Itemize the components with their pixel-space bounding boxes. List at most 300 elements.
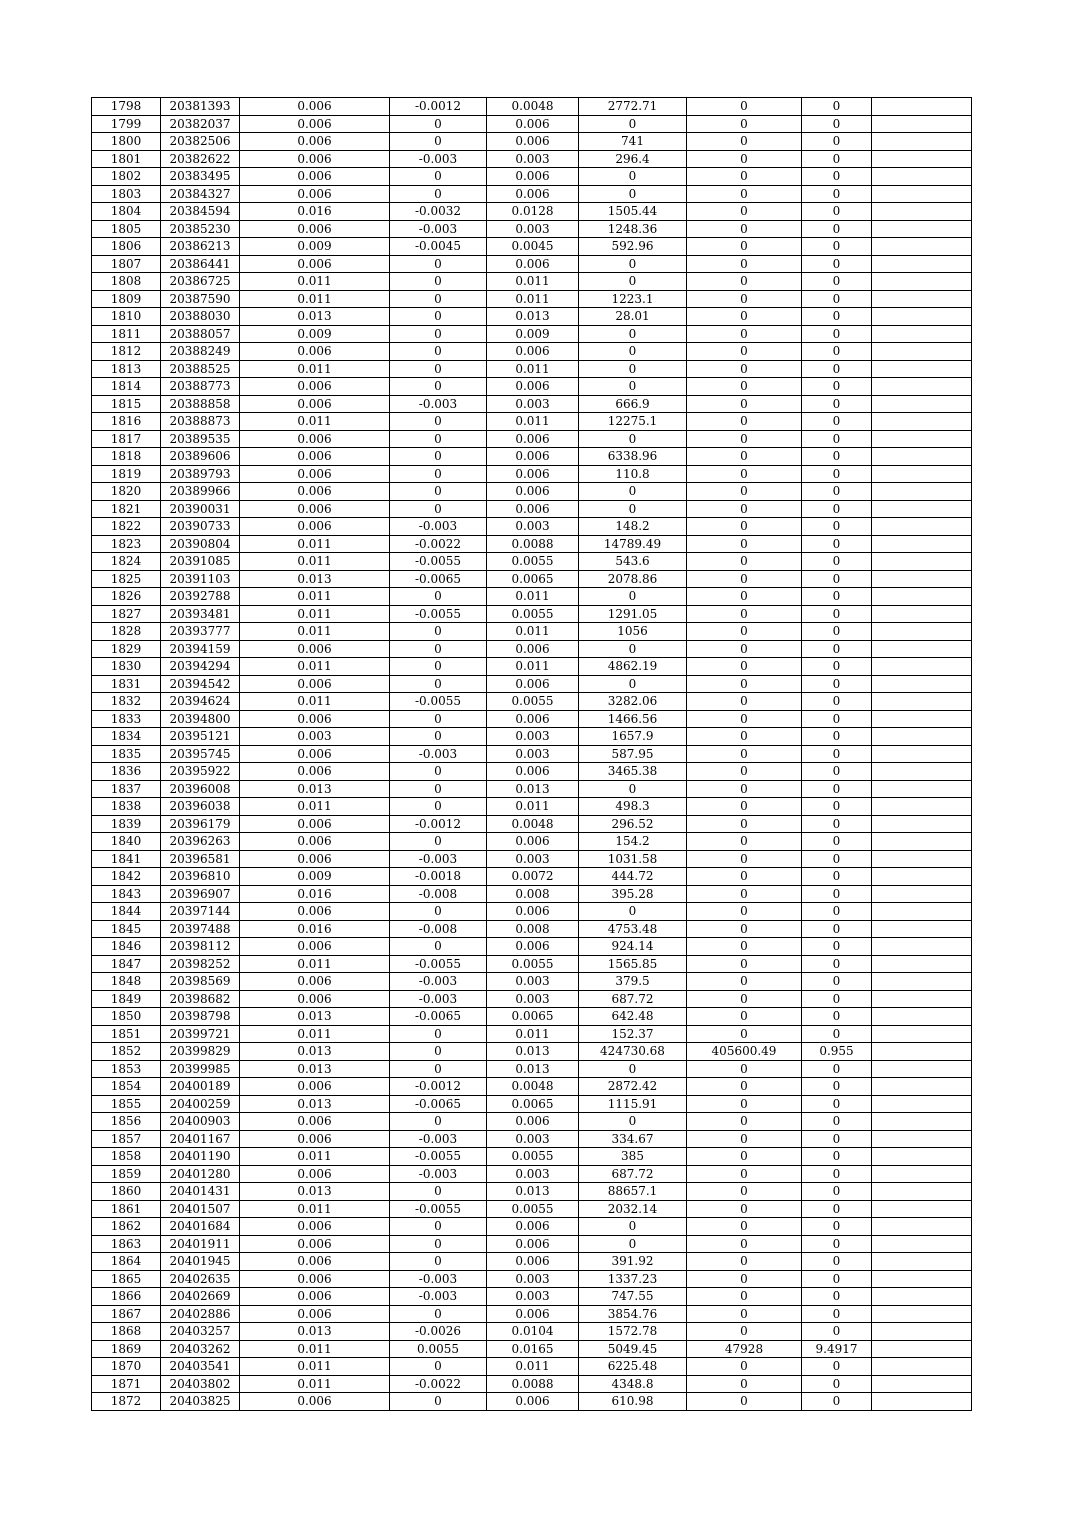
table-cell: 0 bbox=[579, 273, 687, 291]
table-row bbox=[92, 623, 972, 641]
table-cell: 0 bbox=[802, 570, 872, 588]
table-cell: 20390733 bbox=[161, 518, 240, 536]
table-cell: 0 bbox=[687, 238, 802, 256]
table-row bbox=[92, 588, 972, 606]
table-cell bbox=[872, 535, 972, 553]
table-cell: 0 bbox=[687, 1008, 802, 1026]
table-cell bbox=[872, 290, 972, 308]
table-cell: 0 bbox=[802, 955, 872, 973]
table-cell bbox=[872, 920, 972, 938]
table-cell: 20398252 bbox=[161, 955, 240, 973]
table-cell: 0.006 bbox=[240, 938, 390, 956]
table-row bbox=[92, 1305, 972, 1323]
table-cell: 0.011 bbox=[487, 290, 579, 308]
table-cell: 0 bbox=[687, 535, 802, 553]
table-cell bbox=[872, 1270, 972, 1288]
table-cell: 0.011 bbox=[240, 1200, 390, 1218]
table-cell: 0.006 bbox=[240, 1130, 390, 1148]
table-cell: 0 bbox=[802, 623, 872, 641]
table-cell: 0.011 bbox=[487, 413, 579, 431]
table-cell: 0 bbox=[802, 238, 872, 256]
table-row bbox=[92, 1200, 972, 1218]
table-cell: 0 bbox=[687, 1078, 802, 1096]
table-cell: 0.0055 bbox=[487, 553, 579, 571]
table-cell: 1866 bbox=[92, 1288, 161, 1306]
table-cell: 0 bbox=[802, 273, 872, 291]
table-cell: 0 bbox=[687, 203, 802, 221]
table-cell: -0.0055 bbox=[390, 955, 487, 973]
table-cell: 0.006 bbox=[487, 185, 579, 203]
table-cell: 1815 bbox=[92, 395, 161, 413]
table-cell: 0 bbox=[390, 728, 487, 746]
table-cell bbox=[872, 850, 972, 868]
table-cell: 587.95 bbox=[579, 745, 687, 763]
table-cell: 0 bbox=[802, 588, 872, 606]
table-row bbox=[92, 850, 972, 868]
table-cell: -0.003 bbox=[390, 150, 487, 168]
table-cell bbox=[872, 588, 972, 606]
table-cell: 20397488 bbox=[161, 920, 240, 938]
table-cell: 20396907 bbox=[161, 885, 240, 903]
table-row bbox=[92, 1218, 972, 1236]
table-cell: 0 bbox=[687, 640, 802, 658]
table-cell: 0.006 bbox=[487, 430, 579, 448]
table-cell: 0 bbox=[390, 938, 487, 956]
table-cell bbox=[872, 1200, 972, 1218]
table-cell bbox=[872, 150, 972, 168]
table-cell bbox=[872, 745, 972, 763]
table-row bbox=[92, 1113, 972, 1131]
table-cell: 0.0048 bbox=[487, 815, 579, 833]
table-cell: 1565.85 bbox=[579, 955, 687, 973]
table-cell bbox=[872, 1060, 972, 1078]
table-cell: 0 bbox=[687, 553, 802, 571]
table-cell: 1821 bbox=[92, 500, 161, 518]
data-table bbox=[91, 97, 972, 1411]
table-cell: 1860 bbox=[92, 1183, 161, 1201]
table-cell: 1840 bbox=[92, 833, 161, 851]
table-cell: 20401684 bbox=[161, 1218, 240, 1236]
table-row bbox=[92, 1358, 972, 1376]
table-cell: 0.0065 bbox=[487, 1008, 579, 1026]
table-cell: 0 bbox=[390, 413, 487, 431]
table-cell: 0 bbox=[687, 850, 802, 868]
table-cell: 0 bbox=[687, 133, 802, 151]
table-cell: -0.0022 bbox=[390, 535, 487, 553]
table-cell bbox=[872, 395, 972, 413]
table-cell: 0.006 bbox=[240, 710, 390, 728]
table-row bbox=[92, 868, 972, 886]
table-cell bbox=[872, 185, 972, 203]
table-cell: 0.006 bbox=[240, 1288, 390, 1306]
table-cell: 1818 bbox=[92, 448, 161, 466]
table-cell: 20388873 bbox=[161, 413, 240, 431]
table-cell: 1862 bbox=[92, 1218, 161, 1236]
table-cell: 0 bbox=[687, 1095, 802, 1113]
table-cell: 0.009 bbox=[487, 325, 579, 343]
table-row bbox=[92, 1288, 972, 1306]
table-cell: 0 bbox=[390, 273, 487, 291]
table-cell: 0.006 bbox=[240, 815, 390, 833]
table-cell: 0.0072 bbox=[487, 868, 579, 886]
table-cell: -0.0022 bbox=[390, 1375, 487, 1393]
table-cell: 0 bbox=[579, 903, 687, 921]
table-cell: 0 bbox=[687, 675, 802, 693]
table-cell bbox=[872, 710, 972, 728]
table-cell: 20394294 bbox=[161, 658, 240, 676]
table-cell: 0.006 bbox=[240, 133, 390, 151]
table-cell: 0 bbox=[579, 1060, 687, 1078]
table-cell bbox=[872, 815, 972, 833]
table-cell: 0 bbox=[390, 1253, 487, 1271]
table-row bbox=[92, 325, 972, 343]
table-cell: -0.003 bbox=[390, 1130, 487, 1148]
table-cell: 0 bbox=[390, 780, 487, 798]
table-cell: 0 bbox=[802, 1253, 872, 1271]
table-cell: 154.2 bbox=[579, 833, 687, 851]
table-cell: 0 bbox=[802, 675, 872, 693]
table-cell: 1819 bbox=[92, 465, 161, 483]
table-cell: 0 bbox=[579, 1218, 687, 1236]
table-row bbox=[92, 955, 972, 973]
table-cell: 0 bbox=[687, 745, 802, 763]
table-cell: 0.006 bbox=[240, 640, 390, 658]
table-cell bbox=[872, 168, 972, 186]
table-cell: 0.006 bbox=[240, 1078, 390, 1096]
table-row bbox=[92, 938, 972, 956]
table-cell bbox=[872, 553, 972, 571]
table-cell: 0 bbox=[802, 745, 872, 763]
table-cell: 0.006 bbox=[240, 448, 390, 466]
table-cell: 0 bbox=[802, 168, 872, 186]
table-cell: 0.011 bbox=[240, 1025, 390, 1043]
table-cell: 0.006 bbox=[487, 1305, 579, 1323]
table-cell: 0 bbox=[687, 1218, 802, 1236]
table-cell: -0.0065 bbox=[390, 570, 487, 588]
table-cell: 0.003 bbox=[487, 518, 579, 536]
table-cell: 0 bbox=[802, 150, 872, 168]
table-cell: 0.006 bbox=[240, 98, 390, 116]
table-cell: 0 bbox=[687, 1113, 802, 1131]
table-cell bbox=[872, 973, 972, 991]
table-cell: 0.008 bbox=[487, 920, 579, 938]
table-cell: 0.011 bbox=[240, 1148, 390, 1166]
table-cell: -0.0026 bbox=[390, 1323, 487, 1341]
table-cell: 0 bbox=[802, 518, 872, 536]
table-cell: 0.013 bbox=[240, 1183, 390, 1201]
table-cell: 0.013 bbox=[240, 1323, 390, 1341]
table-cell bbox=[872, 658, 972, 676]
table-cell: 0.006 bbox=[240, 745, 390, 763]
table-cell: 0 bbox=[687, 1060, 802, 1078]
table-cell: 1849 bbox=[92, 990, 161, 1008]
table-cell bbox=[872, 448, 972, 466]
table-cell: 0 bbox=[390, 1393, 487, 1411]
table-cell: 20388858 bbox=[161, 395, 240, 413]
table-row bbox=[92, 1323, 972, 1341]
table-cell: 0.0055 bbox=[487, 1148, 579, 1166]
table-cell: 1847 bbox=[92, 955, 161, 973]
table-row bbox=[92, 1253, 972, 1271]
table-cell: 20389966 bbox=[161, 483, 240, 501]
table-cell bbox=[872, 763, 972, 781]
table-cell bbox=[872, 98, 972, 116]
table-cell: 0 bbox=[390, 255, 487, 273]
table-cell: 0 bbox=[802, 1288, 872, 1306]
table-cell: 0 bbox=[390, 1235, 487, 1253]
table-cell: 0.006 bbox=[240, 1270, 390, 1288]
table-cell bbox=[872, 1113, 972, 1131]
table-cell: 0 bbox=[687, 868, 802, 886]
table-cell: 0 bbox=[687, 938, 802, 956]
table-cell: -0.008 bbox=[390, 920, 487, 938]
table-cell: 0.0055 bbox=[487, 605, 579, 623]
table-cell: 0 bbox=[802, 535, 872, 553]
table-cell: 0 bbox=[390, 833, 487, 851]
table-cell: 20398798 bbox=[161, 1008, 240, 1026]
table-cell: 0.011 bbox=[487, 1358, 579, 1376]
table-cell: 0 bbox=[687, 605, 802, 623]
table-cell: 0.006 bbox=[240, 1235, 390, 1253]
table-cell: 0.006 bbox=[240, 500, 390, 518]
table-cell: 0.006 bbox=[487, 1218, 579, 1236]
table-cell: 0.006 bbox=[240, 220, 390, 238]
table-cell: 1851 bbox=[92, 1025, 161, 1043]
table-cell: 0 bbox=[687, 500, 802, 518]
table-cell: 1031.58 bbox=[579, 850, 687, 868]
table-cell: 1836 bbox=[92, 763, 161, 781]
table-cell: 1837 bbox=[92, 780, 161, 798]
table-cell: 0.011 bbox=[240, 1340, 390, 1358]
table-cell: 0 bbox=[687, 728, 802, 746]
table-cell: 0.013 bbox=[240, 1095, 390, 1113]
table-cell: 1853 bbox=[92, 1060, 161, 1078]
table-cell: 47928 bbox=[687, 1340, 802, 1358]
table-cell: 0.011 bbox=[240, 658, 390, 676]
table-cell: -0.003 bbox=[390, 1270, 487, 1288]
table-cell: 0 bbox=[802, 465, 872, 483]
table-cell: 0.0065 bbox=[487, 570, 579, 588]
table-cell: 0 bbox=[802, 115, 872, 133]
table-cell: 0.011 bbox=[240, 955, 390, 973]
table-cell: 0 bbox=[802, 483, 872, 501]
table-cell: 0 bbox=[802, 1148, 872, 1166]
table-cell: 0.006 bbox=[240, 903, 390, 921]
table-cell: 1864 bbox=[92, 1253, 161, 1271]
table-cell: 20388057 bbox=[161, 325, 240, 343]
table-cell: 0.0055 bbox=[487, 955, 579, 973]
table-cell: 0 bbox=[687, 1305, 802, 1323]
table-cell: 0 bbox=[579, 255, 687, 273]
table-cell: 1852 bbox=[92, 1043, 161, 1061]
table-cell: 0 bbox=[687, 1148, 802, 1166]
table-cell: 0 bbox=[802, 185, 872, 203]
table-cell bbox=[872, 1130, 972, 1148]
table-cell bbox=[872, 623, 972, 641]
table-cell: 1846 bbox=[92, 938, 161, 956]
table-cell: 0.003 bbox=[487, 728, 579, 746]
table-cell: 20394542 bbox=[161, 675, 240, 693]
table-cell: -0.0065 bbox=[390, 1008, 487, 1026]
table-cell: 0.003 bbox=[487, 1165, 579, 1183]
table-cell: 498.3 bbox=[579, 798, 687, 816]
table-cell: 0 bbox=[579, 115, 687, 133]
table-cell: 0.011 bbox=[240, 1358, 390, 1376]
table-row bbox=[92, 1340, 972, 1358]
table-cell: 20401190 bbox=[161, 1148, 240, 1166]
table-row bbox=[92, 1060, 972, 1078]
table-cell: 0.003 bbox=[487, 150, 579, 168]
table-row bbox=[92, 763, 972, 781]
table-cell: 0 bbox=[390, 1060, 487, 1078]
table-cell: 1800 bbox=[92, 133, 161, 151]
table-cell: 687.72 bbox=[579, 1165, 687, 1183]
table-row bbox=[92, 990, 972, 1008]
table-cell: 0.006 bbox=[240, 990, 390, 1008]
table-cell: 0.006 bbox=[240, 1253, 390, 1271]
table-cell bbox=[872, 1340, 972, 1358]
table-cell: 28.01 bbox=[579, 308, 687, 326]
table-cell: 3282.06 bbox=[579, 693, 687, 711]
table-cell: 20401167 bbox=[161, 1130, 240, 1148]
table-cell: 379.5 bbox=[579, 973, 687, 991]
table-cell: 0.006 bbox=[240, 465, 390, 483]
table-cell: 1466.56 bbox=[579, 710, 687, 728]
table-cell: 0.011 bbox=[487, 623, 579, 641]
table-cell: -0.003 bbox=[390, 518, 487, 536]
table-cell: 1848 bbox=[92, 973, 161, 991]
table-row bbox=[92, 220, 972, 238]
table-cell bbox=[872, 833, 972, 851]
table-cell: 0 bbox=[687, 710, 802, 728]
table-cell: 0 bbox=[687, 1358, 802, 1376]
table-cell: 2772.71 bbox=[579, 98, 687, 116]
table-cell: 0.003 bbox=[487, 745, 579, 763]
table-cell: 0 bbox=[802, 1235, 872, 1253]
table-cell: -0.003 bbox=[390, 395, 487, 413]
table-row bbox=[92, 1008, 972, 1026]
table-cell: 20383495 bbox=[161, 168, 240, 186]
table-cell: 0.003 bbox=[487, 990, 579, 1008]
table-row bbox=[92, 168, 972, 186]
table-cell: 20396179 bbox=[161, 815, 240, 833]
table-row bbox=[92, 1043, 972, 1061]
table-cell bbox=[872, 203, 972, 221]
table-cell: 0 bbox=[390, 290, 487, 308]
table-cell: 1801 bbox=[92, 150, 161, 168]
table-cell: 0.011 bbox=[240, 535, 390, 553]
table-row bbox=[92, 500, 972, 518]
table-cell: 0 bbox=[579, 1235, 687, 1253]
table-cell: 1830 bbox=[92, 658, 161, 676]
table-cell: 20389793 bbox=[161, 465, 240, 483]
table-cell: 0.006 bbox=[240, 343, 390, 361]
table-cell: 0.011 bbox=[240, 273, 390, 291]
table-cell bbox=[872, 273, 972, 291]
table-cell bbox=[872, 308, 972, 326]
table-cell bbox=[872, 413, 972, 431]
table-cell: 20390031 bbox=[161, 500, 240, 518]
table-cell: 20396810 bbox=[161, 868, 240, 886]
table-cell: 1855 bbox=[92, 1095, 161, 1113]
table-cell: 20396263 bbox=[161, 833, 240, 851]
table-cell: 0 bbox=[802, 920, 872, 938]
table-cell: 0.006 bbox=[487, 763, 579, 781]
table-cell: 0 bbox=[687, 1235, 802, 1253]
table-cell: 2078.86 bbox=[579, 570, 687, 588]
table-cell: 0 bbox=[802, 1025, 872, 1043]
table-row bbox=[92, 815, 972, 833]
table-cell: 1825 bbox=[92, 570, 161, 588]
table-cell: 3465.38 bbox=[579, 763, 687, 781]
table-cell: 0 bbox=[802, 885, 872, 903]
table-cell: -0.0055 bbox=[390, 693, 487, 711]
table-cell: 0 bbox=[687, 395, 802, 413]
table-row bbox=[92, 133, 972, 151]
table-cell: 0.006 bbox=[487, 675, 579, 693]
table-cell: 0 bbox=[687, 1270, 802, 1288]
table-cell bbox=[872, 1148, 972, 1166]
table-row bbox=[92, 465, 972, 483]
table-cell: 0.006 bbox=[240, 1305, 390, 1323]
table-cell: 0 bbox=[687, 920, 802, 938]
table-cell bbox=[872, 518, 972, 536]
table-cell: 20382622 bbox=[161, 150, 240, 168]
table-cell: 0.016 bbox=[240, 920, 390, 938]
table-cell: 0.0088 bbox=[487, 1375, 579, 1393]
table-cell: 0 bbox=[390, 325, 487, 343]
table-cell: 0.006 bbox=[240, 430, 390, 448]
table-cell: 2032.14 bbox=[579, 1200, 687, 1218]
table-cell: 0 bbox=[802, 868, 872, 886]
table-cell: 20386441 bbox=[161, 255, 240, 273]
table-cell: -0.0045 bbox=[390, 238, 487, 256]
table-cell: 0 bbox=[579, 675, 687, 693]
table-cell: 88657.1 bbox=[579, 1183, 687, 1201]
table-cell: 0 bbox=[802, 378, 872, 396]
table-cell: 1807 bbox=[92, 255, 161, 273]
table-cell: 1804 bbox=[92, 203, 161, 221]
table-cell: 1803 bbox=[92, 185, 161, 203]
table-cell: 1843 bbox=[92, 885, 161, 903]
table-row bbox=[92, 430, 972, 448]
table-row bbox=[92, 308, 972, 326]
table-cell: 0 bbox=[687, 273, 802, 291]
table-cell bbox=[872, 1393, 972, 1411]
table-cell: 592.96 bbox=[579, 238, 687, 256]
table-cell: 0.011 bbox=[240, 693, 390, 711]
table-row bbox=[92, 728, 972, 746]
table-cell: 20399829 bbox=[161, 1043, 240, 1061]
table-cell: 0 bbox=[687, 220, 802, 238]
table-cell bbox=[872, 990, 972, 1008]
table-cell: 0 bbox=[390, 658, 487, 676]
table-cell bbox=[872, 325, 972, 343]
table-cell: 0 bbox=[802, 1305, 872, 1323]
table-cell: 0 bbox=[579, 343, 687, 361]
table-cell: 20398112 bbox=[161, 938, 240, 956]
table-cell: 0.0048 bbox=[487, 1078, 579, 1096]
table-cell bbox=[872, 220, 972, 238]
table-cell bbox=[872, 1235, 972, 1253]
table-cell: 0 bbox=[802, 605, 872, 623]
table-cell: 0 bbox=[802, 1008, 872, 1026]
table-cell: 0.011 bbox=[240, 605, 390, 623]
table-cell: 0 bbox=[687, 658, 802, 676]
table-cell: 0 bbox=[687, 185, 802, 203]
table-cell: 0.006 bbox=[487, 1253, 579, 1271]
table-cell: 0 bbox=[579, 378, 687, 396]
